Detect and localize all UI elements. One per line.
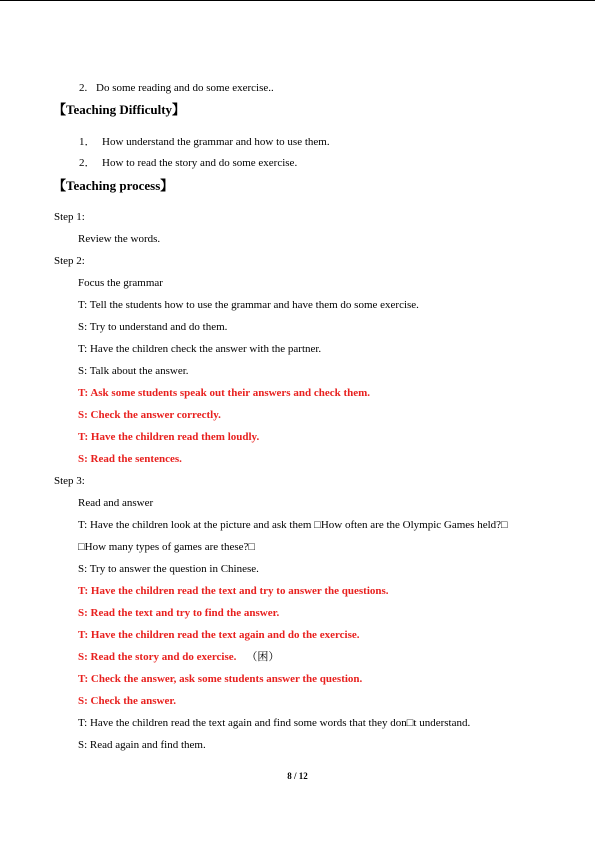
step-2-line-emphasis: T: Ask some students speak out their answers and check them. xyxy=(78,387,371,399)
step-3-line: □How many types of games are these?□ xyxy=(78,541,256,553)
objective-item-2 xyxy=(79,81,274,95)
list-text: How to read the story and do some exercise. xyxy=(102,157,298,169)
step-2-line-emphasis: S: Check the answer correctly. xyxy=(78,409,221,421)
step-3-line-emphasis: S: Read the text and try to find the answer. xyxy=(78,607,280,619)
difficulty-item-2 xyxy=(79,156,297,170)
list-number: 2． xyxy=(79,157,96,169)
list-text: Do some reading and do some exercise.. xyxy=(96,82,274,94)
step-3-line: Read and answer xyxy=(78,497,154,509)
list-text: How understand the grammar and how to use them. xyxy=(102,136,330,148)
step-3-line: S: Read again and find them. xyxy=(78,739,206,751)
section-heading-difficulty: 【Teaching Difficulty】 xyxy=(53,102,186,117)
step-3-line: S: Try to answer the question in Chinese. xyxy=(78,563,259,575)
difficulty-item-1 xyxy=(79,135,330,149)
list-number: 2. xyxy=(79,82,88,94)
step-3-line-emphasis: T: Have the children read the text and try to answer the questions. xyxy=(78,585,389,597)
top-rule xyxy=(0,0,595,1)
step-2-line: Focus the grammar xyxy=(78,277,163,289)
page-number: 8 / 12 xyxy=(287,771,308,781)
step-3-label: Step 3: xyxy=(54,475,85,487)
step-3-line-emphasis: S: Check the answer. xyxy=(78,695,176,707)
section-heading-process: 【Teaching process】 xyxy=(53,178,174,193)
step-3-line: T: Have the children look at the picture and ask them □How often are the Olympic Games held?□ xyxy=(78,519,508,531)
step-3-line-emphasis: T: Have the children read the text again and do the exercise. xyxy=(78,629,360,641)
step-3-line: T: Have the children read the text again and find some words that they don□t understand. xyxy=(78,717,471,729)
step-2-line-emphasis: S: Read the sentences. xyxy=(78,453,182,465)
step-2-line-emphasis: T: Have the children read them loudly. xyxy=(78,431,260,443)
step-1-line: Review the words. xyxy=(78,233,161,245)
list-number: 1． xyxy=(79,136,96,148)
step-3-line-emphasis: S: Read the story and do exercise. xyxy=(78,651,237,663)
step-2-label: Step 2: xyxy=(54,255,85,267)
step-2-line: S: Talk about the answer. xyxy=(78,365,189,377)
step-3-note: （困） xyxy=(246,651,280,663)
step-2-line: T: Have the children check the answer with the partner. xyxy=(78,343,322,355)
step-3-line-emphasis: T: Check the answer, ask some students answer the question. xyxy=(78,673,363,685)
step-2-line: S: Try to understand and do them. xyxy=(78,321,228,333)
step-1-label: Step 1: xyxy=(54,211,85,223)
step-2-line: T: Tell the students how to use the grammar and have them do some exercise. xyxy=(78,299,419,311)
step-3-line-with-note xyxy=(78,650,279,664)
